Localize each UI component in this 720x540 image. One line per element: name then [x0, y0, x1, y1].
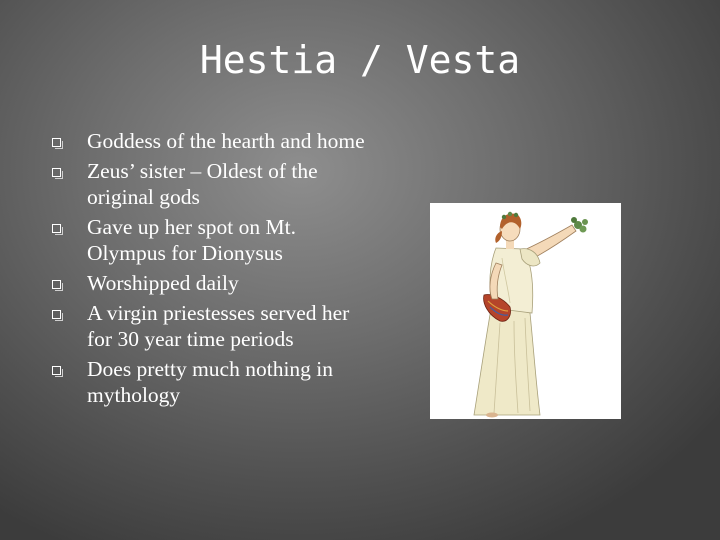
bullet-text: Gave up her spot on Mt. Olympus for Dionysus: [87, 215, 296, 265]
square-bullet-icon: [52, 138, 61, 147]
bullet-item: [52, 158, 372, 210]
bullet-item: [52, 214, 372, 266]
bullet-text: Zeus’ sister – Oldest of the original gods: [87, 159, 318, 209]
bullet-item: [52, 270, 372, 296]
bullet-text: Worshipped daily: [87, 271, 239, 295]
bullet-list: [52, 128, 372, 412]
bullet-text: A virgin priestesses served her for 30 year time periods: [87, 301, 350, 351]
square-bullet-icon: [52, 366, 61, 375]
bullet-text: Does pretty much nothing in mythology: [87, 357, 334, 407]
bullet-text: Goddess of the hearth and home: [87, 129, 365, 153]
slide-title: Hestia / Vesta: [199, 38, 521, 82]
bullet-item: [52, 300, 372, 352]
square-bullet-icon: [52, 224, 61, 233]
square-bullet-icon: [52, 280, 61, 289]
hestia-illustration: [430, 203, 621, 419]
square-bullet-icon: [52, 310, 61, 319]
bullet-item: [52, 356, 372, 408]
bullet-item: [52, 128, 372, 154]
square-bullet-icon: [52, 168, 61, 177]
goddess-figure-icon: [430, 203, 621, 419]
